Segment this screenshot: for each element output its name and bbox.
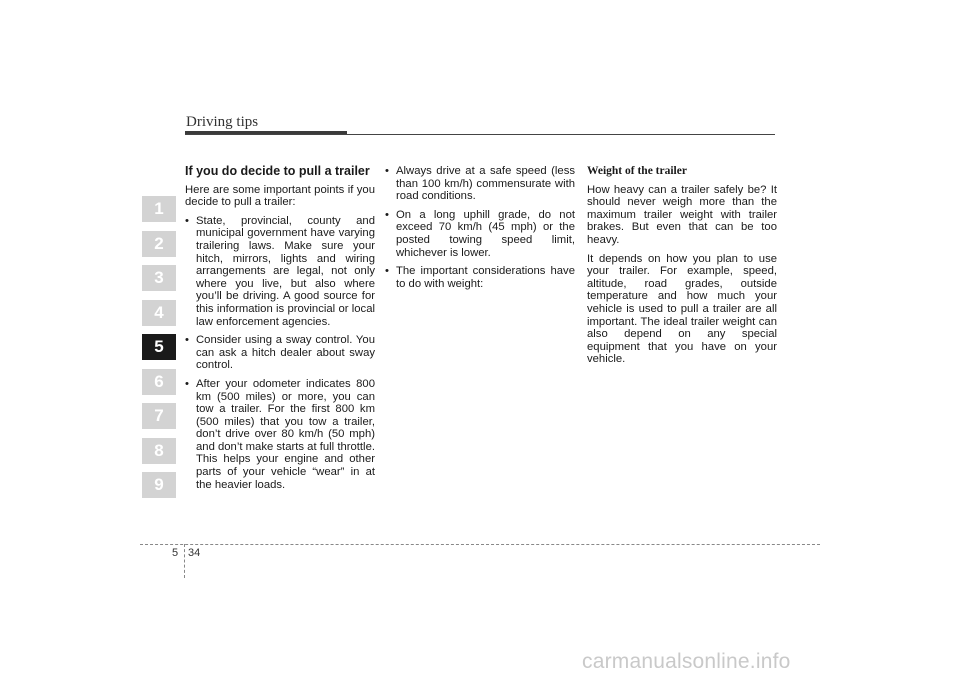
list-item: • The important considerations have to do with weight: bbox=[385, 265, 575, 290]
list-item: • Consider using a sway control. You can ask a hitch dealer about sway control. bbox=[185, 334, 375, 372]
chapter-tabs bbox=[142, 196, 176, 507]
text-column-1 bbox=[185, 165, 375, 497]
chapter-tab-8[interactable]: 8 bbox=[142, 438, 176, 464]
chapter-tab-5[interactable]: 5 bbox=[142, 334, 176, 360]
list-item: • State, provincial, county and municipal government have varying trailering laws. Make sure your hitch, mirrors, lights and wiring arrangements are legal, not only where you live, but also where you’ll be driving. A good source for this information is provincial or local law enforcement agencies. bbox=[185, 214, 375, 328]
footer-chapter-number: 5 bbox=[172, 547, 179, 559]
footer-page-number: 34 bbox=[188, 547, 201, 559]
bullet-icon: • bbox=[185, 377, 189, 390]
list-item: • On a long uphill grade, do not exceed 70 km/h (45 mph) or the posted towing speed limit, whichever is lower. bbox=[385, 208, 575, 259]
chapter-tab-2[interactable]: 2 bbox=[142, 231, 176, 257]
paragraph: How heavy can a trailer safely be? It should never weigh more than the maximum trailer weight with trailer brakes. But even that can be too heavy. bbox=[587, 183, 777, 246]
bullet-icon: • bbox=[185, 214, 189, 227]
section-heading: If you do decide to pull a trailer bbox=[185, 164, 370, 178]
bullet-icon: • bbox=[385, 208, 389, 221]
intro-paragraph: Here are some important points if you decide to pull a trailer: bbox=[185, 183, 375, 209]
chapter-tab-9[interactable]: 9 bbox=[142, 472, 176, 498]
bullet-icon: • bbox=[385, 265, 389, 278]
bullet-list-1 bbox=[185, 215, 375, 491]
bullet-icon: • bbox=[385, 165, 389, 177]
chapter-tab-1[interactable]: 1 bbox=[142, 196, 176, 222]
chapter-tab-4[interactable]: 4 bbox=[142, 300, 176, 326]
text-column-3 bbox=[587, 165, 777, 372]
list-item: • Always drive at a safe speed (less than 100 km/h) commensurate with road conditions. bbox=[385, 165, 575, 203]
header-rule bbox=[185, 134, 775, 135]
sub-heading: Weight of the trailer bbox=[587, 165, 687, 177]
footer-rule bbox=[140, 544, 820, 545]
chapter-tab-6[interactable]: 6 bbox=[142, 369, 176, 395]
bullet-icon: • bbox=[185, 334, 189, 347]
page-header-title: Driving tips bbox=[186, 114, 259, 130]
watermark: carmanualsonline.info bbox=[582, 650, 791, 673]
list-item: • After your odometer indicates 800 km (500 miles) or more, you can tow a trailer. For the first 800 km (500 miles) that you tow a trailer, don’t drive over 80 km/h (50 mph) and don’t make starts at full throttle. This helps your engine and other parts of your vehicle “wear” in at the heavier loads. bbox=[185, 377, 375, 491]
chapter-tab-3[interactable]: 3 bbox=[142, 265, 176, 291]
bullet-list-2 bbox=[385, 165, 575, 290]
chapter-tab-7[interactable]: 7 bbox=[142, 403, 176, 429]
text-column-2 bbox=[385, 165, 575, 296]
paragraph: It depends on how you plan to use your trailer. For example, speed, altitude, road grades, outside temperature and how much your vehicle is used to pull a trailer are all important. The ideal trailer weight can also depend on any special equipment that you have on your vehicle. bbox=[587, 252, 777, 366]
footer-divider bbox=[184, 544, 185, 578]
